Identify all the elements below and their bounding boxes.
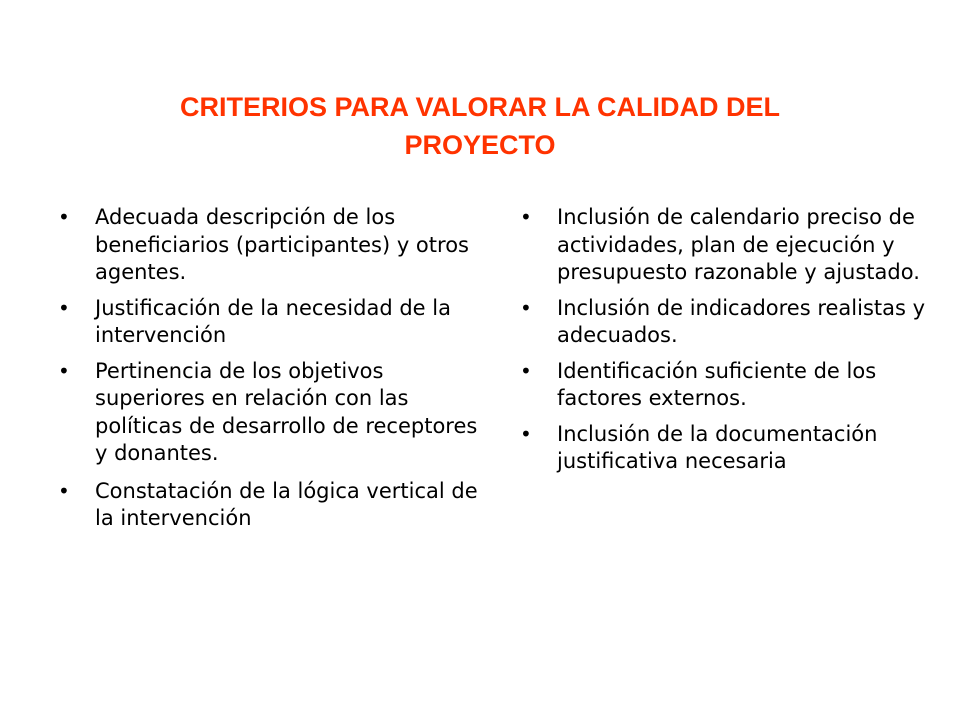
list-item-text: Inclusión de calendario preciso de actividades, plan de ejecución y presupuesto razonable y ajustado. — [557, 205, 920, 284]
list-item — [520, 358, 930, 413]
list-item-text: Justificación de la necesidad de la intervención — [95, 295, 451, 347]
left-bullet-list — [58, 204, 478, 541]
list-item-text: Inclusión de la documentación justificativa necesaria — [557, 421, 878, 473]
bullet-icon: • — [520, 358, 532, 383]
list-item-text: Pertinencia de los objetivos superiores en relación con las políticas de desarrollo de receptores y donantes. — [95, 358, 478, 465]
bullet-icon: • — [520, 421, 532, 446]
list-item — [58, 478, 478, 533]
list-item — [58, 295, 478, 350]
slide-title — [80, 88, 880, 164]
list-item — [58, 358, 478, 468]
list-item-text: Inclusión de indicadores realistas y adecuados. — [557, 295, 926, 347]
slide-title-line-1: CRITERIOS PARA VALORAR LA CALIDAD DEL — [180, 92, 780, 122]
right-bullet-list — [520, 204, 930, 484]
list-item — [58, 204, 478, 287]
bullet-icon: • — [520, 205, 532, 229]
list-item-text: Adecuada descripción de los beneficiarios (participantes) y otros agentes. — [95, 205, 469, 284]
bullet-icon: • — [58, 358, 70, 383]
bullet-icon: • — [58, 295, 70, 320]
bullet-icon: • — [520, 295, 532, 320]
list-item-text: Constatación de la lógica vertical de la intervención — [95, 478, 478, 530]
list-item — [520, 421, 930, 476]
bullet-icon: • — [58, 205, 70, 229]
list-item — [520, 295, 930, 350]
list-item — [520, 204, 930, 287]
list-item-text: Identificación suficiente de los factores externos. — [557, 358, 877, 410]
bullet-icon: • — [58, 478, 70, 503]
slide-title-line-2: PROYECTO — [404, 130, 556, 160]
